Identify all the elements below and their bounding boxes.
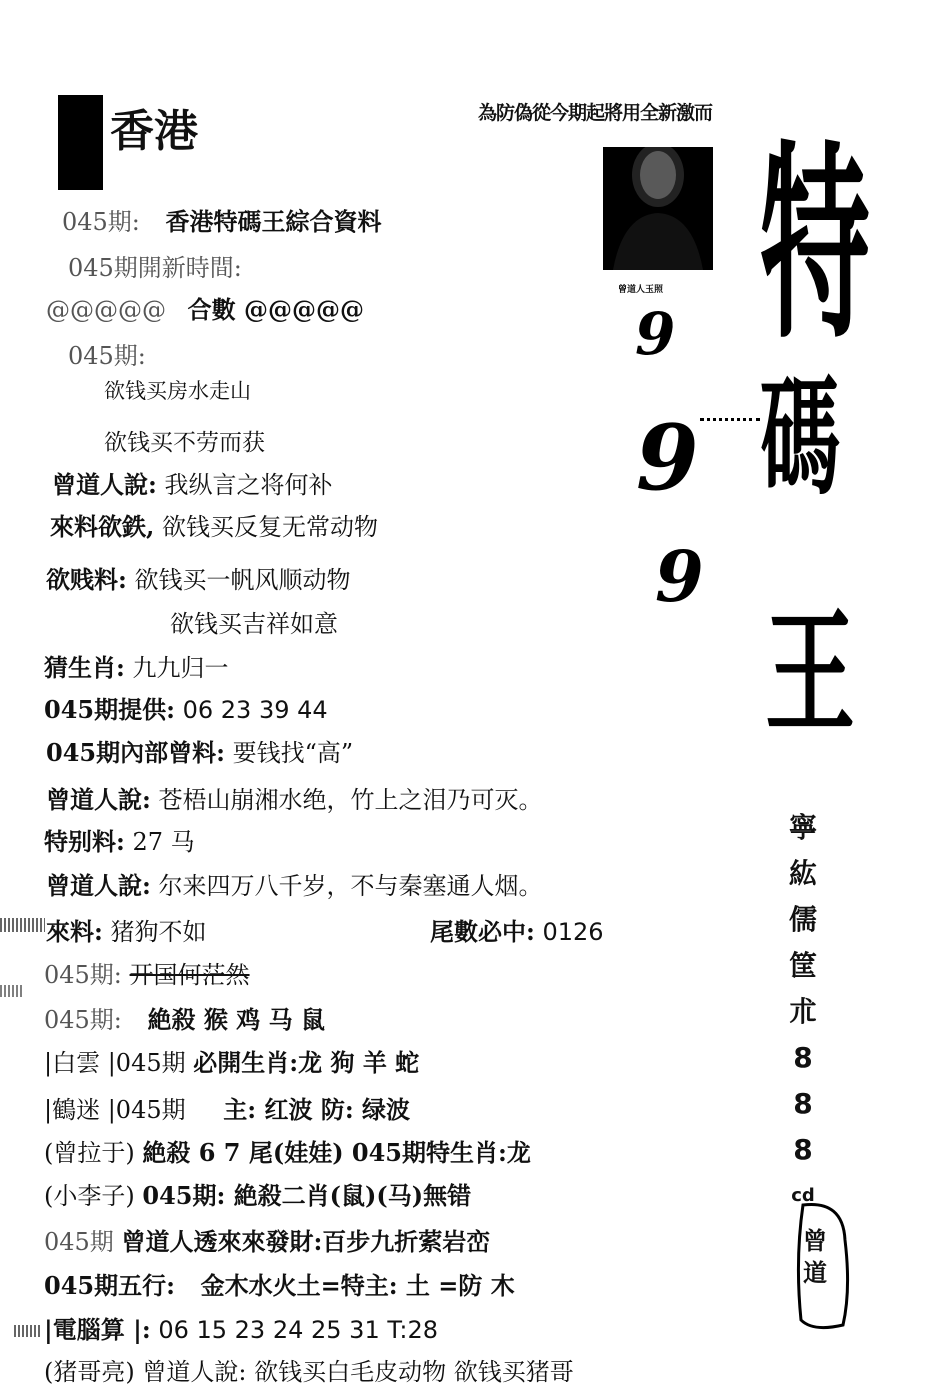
text-line: 045期:	[68, 342, 146, 370]
vertical-note-char: 筐	[788, 949, 817, 982]
text-line: 045期五行: 金木水火土=特主: 土 =防 木	[44, 1271, 515, 1300]
text-line: |鶴迷 |045期 主: 红波 防: 绿波	[44, 1095, 411, 1124]
text-line: 欲钱买不劳而获	[104, 430, 265, 456]
scan-noise	[14, 1325, 42, 1337]
text-line: 045期內部曾料: 要钱找“高”	[46, 738, 354, 767]
text-line: 欲钱买吉祥如意	[170, 610, 338, 638]
title-char-te: 特	[760, 123, 870, 367]
vertical-note-char: 儒	[788, 903, 817, 936]
text-line: (猪哥亮) 曾道人說: 欲钱买白毛皮动物 欲钱买猪哥	[44, 1358, 574, 1386]
vertical-note-char: 8	[793, 1041, 813, 1074]
text-line: 欲贱料: 欲钱买一帆风顺动物	[46, 565, 351, 594]
vertical-note-char: 寧	[788, 811, 817, 844]
text-line: 猜生肖: 九九归一	[44, 653, 229, 682]
text-line: 曾道人說: 我纵言之将何补	[52, 470, 333, 499]
text-line: (小李子) 045期: 絶殺二肖(鼠)(马)無错	[44, 1181, 472, 1210]
title-char-wang: 王	[765, 595, 855, 753]
logo-mark	[58, 95, 103, 190]
portrait-image	[603, 135, 713, 270]
text-line: 欲钱买房水走山	[104, 379, 251, 403]
seal-text: 曾道	[803, 1226, 827, 1287]
text-line: 045期: 香港特碼王綜合資料	[62, 207, 382, 236]
vertical-note-char: 紘	[788, 857, 817, 890]
vertical-note-char: 朮	[788, 995, 817, 1028]
text-line: 來料: 猪狗不如	[46, 917, 207, 946]
text-line: |電腦算 |: 06 15 23 24 25 31 T:28	[44, 1315, 438, 1344]
text-line: 特别料: 27 马	[44, 827, 195, 856]
vertical-note	[783, 805, 823, 1219]
vertical-note-char: 8	[793, 1087, 813, 1120]
portrait-caption: 曾道人玉照	[618, 285, 664, 295]
text-line: 來料欲鉄, 欲钱买反复无常动物	[50, 512, 378, 541]
text-line: 曾道人說: 尔来四万八千岁，不与秦塞通人烟。	[46, 871, 543, 900]
text-line: 045期 曾道人透來來發財:百步九折萦岩峦	[44, 1227, 491, 1256]
scan-noise	[0, 985, 22, 997]
vertical-note-char: 8	[793, 1133, 813, 1166]
tail-number-line: 尾數必中: 0126	[430, 917, 604, 946]
text-line: 045期開新時間:	[68, 254, 242, 282]
logo-text: 香港	[110, 106, 198, 157]
text-line: (曾拉于) 絶殺 6 7 尾(娃娃) 045期特生肖:龙	[44, 1138, 531, 1167]
title-char-ma: 碼	[760, 363, 840, 513]
vertical-note-char: cd	[791, 1185, 815, 1206]
dotted-divider	[700, 418, 760, 421]
top-note: 為防偽從今期起將用全新激而	[478, 102, 713, 124]
text-line: |白雲 |045期 必開生肖:龙 狗 羊 蛇	[44, 1048, 420, 1077]
nine-mark-1: 9	[635, 300, 676, 368]
text-line: @@@@@ 合數 @@@@@	[46, 295, 364, 324]
text-line: 045期提供: 06 23 39 44	[44, 695, 328, 724]
nine-mark-2: 9	[636, 405, 699, 511]
scan-noise	[0, 918, 45, 932]
nine-mark-3: 9	[655, 535, 704, 618]
text-line: 曾道人說: 苍梧山崩湘水绝，竹上之泪乃可灭。	[46, 785, 543, 814]
text-line: 045期: 絶殺 猴 鸡 马 鼠	[44, 1005, 325, 1034]
text-line: 045期: 开国何茫然	[44, 961, 250, 989]
